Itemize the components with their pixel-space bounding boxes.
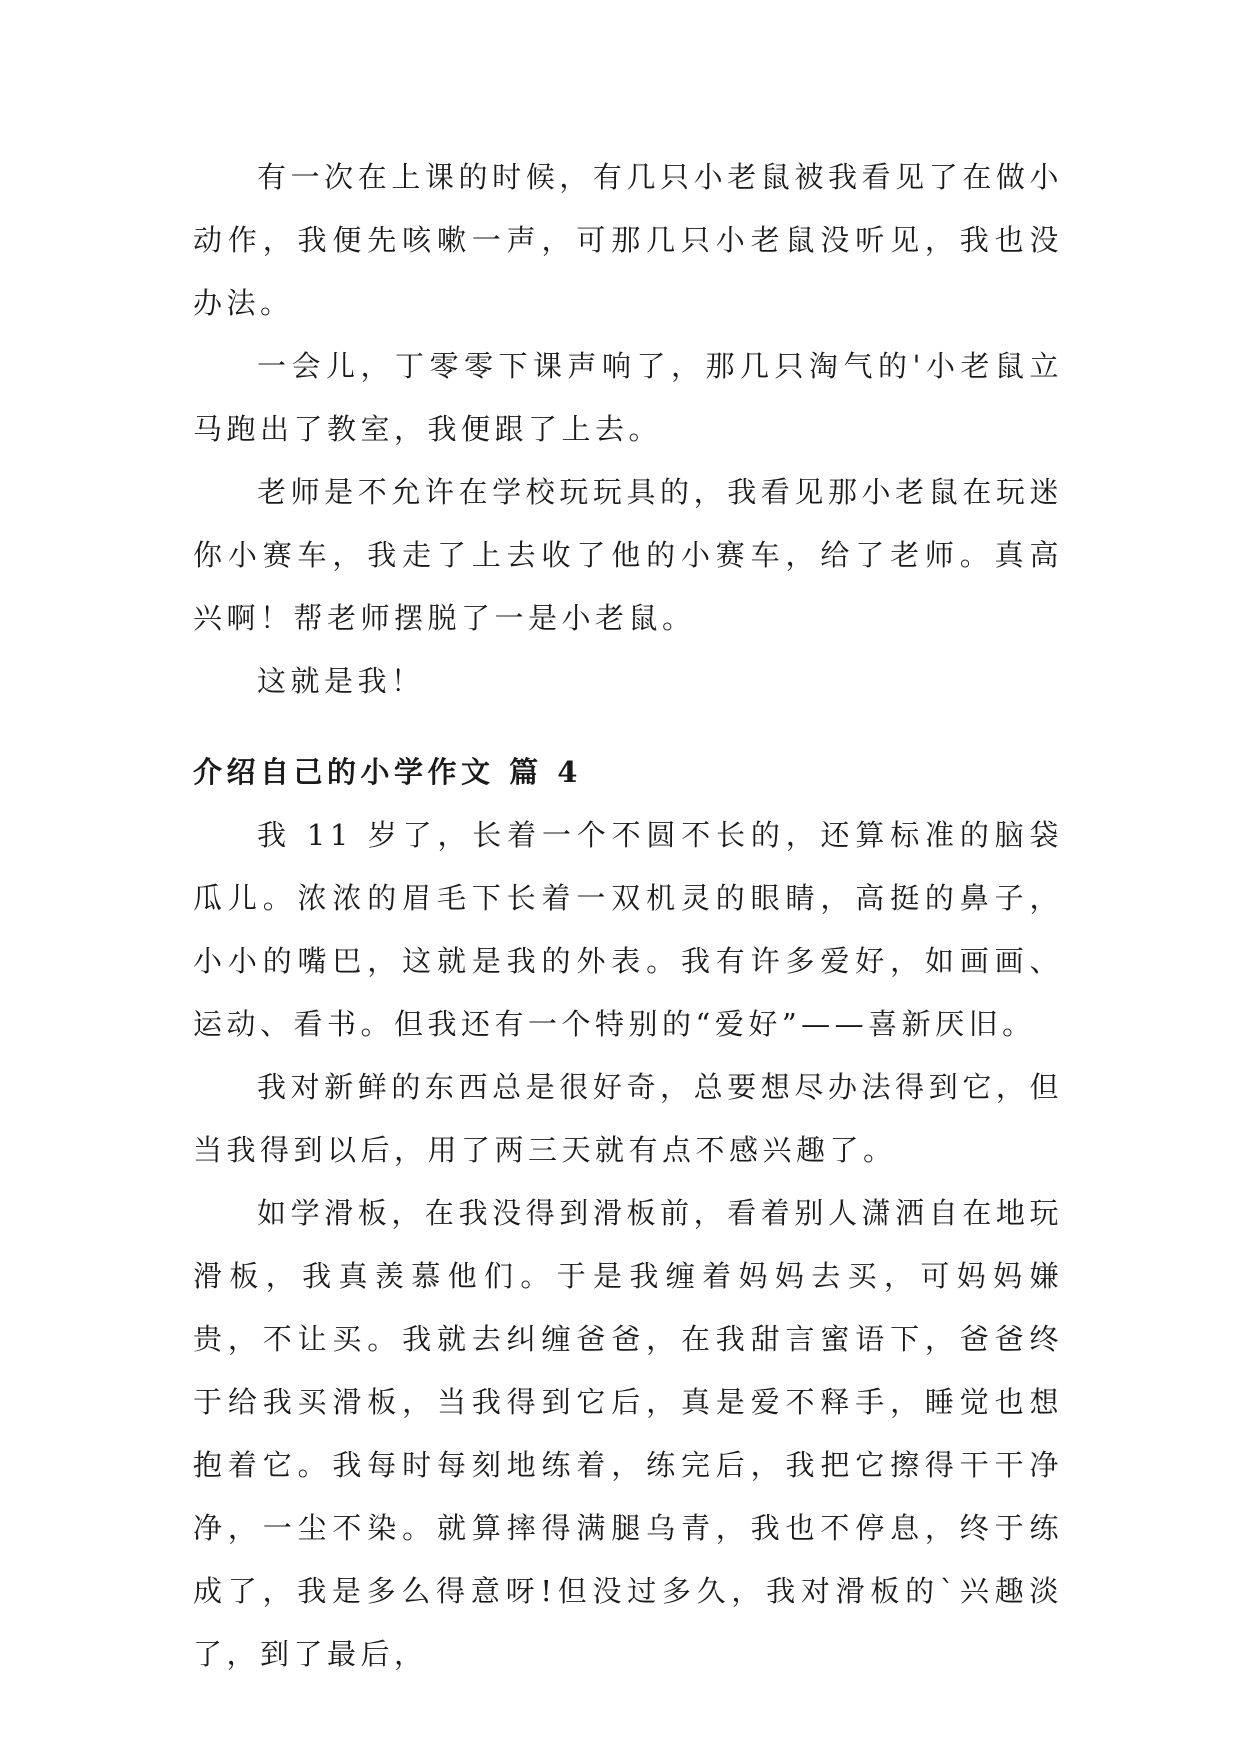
paragraph: 老师是不允许在学校玩玩具的，我看见那小老鼠在玩迷你小赛车，我走了上去收了他的小赛车，给了老师。真高兴啊！帮老师摆脱了一是小老鼠。 — [193, 475, 1063, 635]
paragraph: 一会儿，丁零零下课声响了，那几只淘气的'小老鼠立马跑出了教室，我便跟了上去。 — [193, 349, 1063, 446]
essay-section-4 — [193, 741, 1063, 1686]
paragraph: 我 11 岁了，长着一个不圆不长的，还算标准的脑袋瓜儿。浓浓的眉毛下长着一双机灵的眼睛，高挺的鼻子，小小的嘴巴，这就是我的外表。我有许多爱好，如画画、运动、看书。但我还有一个特别的“爱好”——喜新厌旧。 — [193, 818, 1063, 1041]
paragraph: 这就是我！ — [257, 664, 425, 698]
paragraph: 我对新鲜的东西总是很好奇，总要想尽办法得到它，但当我得到以后，用了两三天就有点不感兴趣了。 — [193, 1070, 1063, 1167]
paragraph: 有一次在上课的时候，有几只小老鼠被我看见了在做小动作，我便先咳嗽一声，可那几只小老鼠没听见，我也没办法。 — [193, 160, 1063, 320]
section-title: 介绍自己的小学作文 篇 4 — [193, 755, 582, 789]
paragraph: 如学滑板，在我没得到滑板前，看着别人潇洒自在地玩滑板，我真羡慕他们。于是我缠着妈妈去买，可妈妈嫌贵，不让买。我就去纠缠爸爸，在我甜言蜜语下，爸爸终于给我买滑板，当我得到它后，真是爱不释手，睡觉也想抱着它。我每时每刻地练着，练完后，我把它擦得干干净净，一尘不染。就算摔得满腿乌青，我也不停息，终于练成了，我是多么得意呀!但没过多久，我对滑板的`兴趣淡了，到了最后， — [193, 1196, 1063, 1671]
previous-section — [193, 146, 1063, 713]
